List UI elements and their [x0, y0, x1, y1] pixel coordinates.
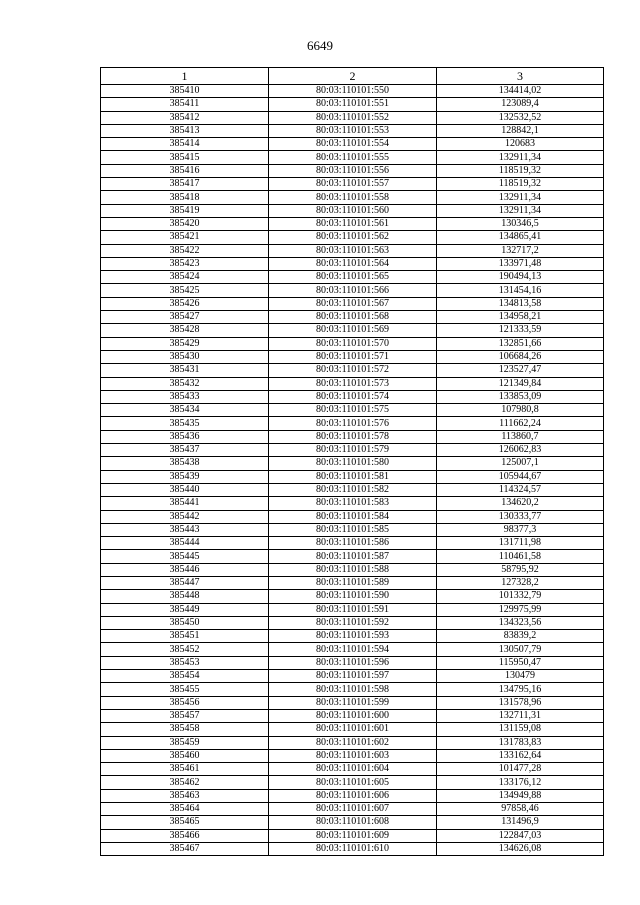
value-cell: 134626,08 [437, 842, 604, 855]
value-cell: 127328,2 [437, 576, 604, 589]
row-number-cell: 385420 [101, 217, 269, 230]
row-number-cell: 385429 [101, 337, 269, 350]
value-cell: 122847,03 [437, 829, 604, 842]
value-cell: 132532,52 [437, 111, 604, 124]
value-cell: 128842,1 [437, 124, 604, 137]
table-row [101, 151, 604, 164]
row-number-cell: 385465 [101, 816, 269, 829]
table-row [101, 497, 604, 510]
value-cell: 58795,92 [437, 563, 604, 576]
table-row [101, 789, 604, 802]
cadastral-number-cell: 80:03:110101:586 [269, 537, 437, 550]
value-cell: 132911,34 [437, 191, 604, 204]
cadastral-number-cell: 80:03:110101:572 [269, 364, 437, 377]
row-number-cell: 385422 [101, 244, 269, 257]
cadastral-number-cell: 80:03:110101:568 [269, 311, 437, 324]
table-row [101, 417, 604, 430]
value-cell: 130479 [437, 670, 604, 683]
table-row [101, 204, 604, 217]
table-row [101, 297, 604, 310]
cadastral-number-cell: 80:03:110101:574 [269, 390, 437, 403]
table-row [101, 457, 604, 470]
value-cell: 133971,48 [437, 257, 604, 270]
cadastral-number-cell: 80:03:110101:553 [269, 124, 437, 137]
table-row [101, 683, 604, 696]
cadastral-number-cell: 80:03:110101:588 [269, 563, 437, 576]
table-row [101, 85, 604, 98]
row-number-cell: 385416 [101, 164, 269, 177]
cadastral-number-cell: 80:03:110101:564 [269, 257, 437, 270]
row-number-cell: 385464 [101, 803, 269, 816]
table-row [101, 709, 604, 722]
cadastral-number-cell: 80:03:110101:603 [269, 749, 437, 762]
row-number-cell: 385450 [101, 616, 269, 629]
table-body [101, 85, 604, 856]
table-row [101, 191, 604, 204]
table-row [101, 111, 604, 124]
value-cell: 115950,47 [437, 656, 604, 669]
table-row [101, 350, 604, 363]
row-number-cell: 385460 [101, 749, 269, 762]
value-cell: 101477,28 [437, 763, 604, 776]
table-row [101, 311, 604, 324]
row-number-cell: 385435 [101, 417, 269, 430]
table-row [101, 178, 604, 191]
cadastral-number-cell: 80:03:110101:609 [269, 829, 437, 842]
table-row [101, 563, 604, 576]
value-cell: 121333,59 [437, 324, 604, 337]
row-number-cell: 385418 [101, 191, 269, 204]
cadastral-number-cell: 80:03:110101:608 [269, 816, 437, 829]
cadastral-number-cell: 80:03:110101:578 [269, 430, 437, 443]
table-row [101, 723, 604, 736]
value-cell: 110461,58 [437, 550, 604, 563]
row-number-cell: 385413 [101, 124, 269, 137]
cadastral-number-cell: 80:03:110101:590 [269, 590, 437, 603]
value-cell: 134958,21 [437, 311, 604, 324]
row-number-cell: 385415 [101, 151, 269, 164]
cadastral-number-cell: 80:03:110101:561 [269, 217, 437, 230]
value-cell: 133176,12 [437, 776, 604, 789]
cadastral-number-cell: 80:03:110101:582 [269, 483, 437, 496]
row-number-cell: 385427 [101, 311, 269, 324]
column-header-3: 3 [437, 68, 604, 85]
table-row [101, 537, 604, 550]
table-row [101, 510, 604, 523]
row-number-cell: 385440 [101, 483, 269, 496]
row-number-cell: 385428 [101, 324, 269, 337]
row-number-cell: 385410 [101, 85, 269, 98]
value-cell: 134414,02 [437, 85, 604, 98]
row-number-cell: 385436 [101, 430, 269, 443]
table-row [101, 364, 604, 377]
value-cell: 126062,83 [437, 444, 604, 457]
row-number-cell: 385449 [101, 603, 269, 616]
row-number-cell: 385438 [101, 457, 269, 470]
table-row [101, 656, 604, 669]
value-cell: 118519,32 [437, 178, 604, 191]
table-row [101, 164, 604, 177]
cadastral-number-cell: 80:03:110101:551 [269, 98, 437, 111]
value-cell: 130333,77 [437, 510, 604, 523]
value-cell: 130507,79 [437, 643, 604, 656]
table-row [101, 444, 604, 457]
table-row [101, 523, 604, 536]
row-number-cell: 385424 [101, 271, 269, 284]
value-cell: 120683 [437, 138, 604, 151]
table-row [101, 763, 604, 776]
column-header-1: 1 [101, 68, 269, 85]
cadastral-number-cell: 80:03:110101:581 [269, 470, 437, 483]
value-cell: 123089,4 [437, 98, 604, 111]
row-number-cell: 385451 [101, 630, 269, 643]
value-cell: 131454,16 [437, 284, 604, 297]
table-row [101, 377, 604, 390]
value-cell: 133162,64 [437, 749, 604, 762]
row-number-cell: 385454 [101, 670, 269, 683]
row-number-cell: 385443 [101, 523, 269, 536]
cadastral-number-cell: 80:03:110101:598 [269, 683, 437, 696]
table-row [101, 124, 604, 137]
table-row [101, 736, 604, 749]
cadastral-number-cell: 80:03:110101:555 [269, 151, 437, 164]
table-row [101, 244, 604, 257]
value-cell: 132851,66 [437, 337, 604, 350]
value-cell: 132911,34 [437, 204, 604, 217]
row-number-cell: 385432 [101, 377, 269, 390]
table-row [101, 643, 604, 656]
value-cell: 134620,2 [437, 497, 604, 510]
row-number-cell: 385461 [101, 763, 269, 776]
table-row [101, 670, 604, 683]
row-number-cell: 385445 [101, 550, 269, 563]
value-cell: 121349,84 [437, 377, 604, 390]
table-row [101, 337, 604, 350]
table-row [101, 803, 604, 816]
cadastral-number-cell: 80:03:110101:558 [269, 191, 437, 204]
cadastral-number-cell: 80:03:110101:592 [269, 616, 437, 629]
data-table [100, 67, 604, 856]
cadastral-number-cell: 80:03:110101:554 [269, 138, 437, 151]
row-number-cell: 385452 [101, 643, 269, 656]
row-number-cell: 385448 [101, 590, 269, 603]
cadastral-number-cell: 80:03:110101:583 [269, 497, 437, 510]
value-cell: 132717,2 [437, 244, 604, 257]
cadastral-number-cell: 80:03:110101:584 [269, 510, 437, 523]
cadastral-number-cell: 80:03:110101:580 [269, 457, 437, 470]
row-number-cell: 385421 [101, 231, 269, 244]
value-cell: 131783,83 [437, 736, 604, 749]
cadastral-number-cell: 80:03:110101:570 [269, 337, 437, 350]
row-number-cell: 385430 [101, 350, 269, 363]
cadastral-number-cell: 80:03:110101:593 [269, 630, 437, 643]
row-number-cell: 385412 [101, 111, 269, 124]
table-row [101, 138, 604, 151]
value-cell: 105944,67 [437, 470, 604, 483]
row-number-cell: 385453 [101, 656, 269, 669]
row-number-cell: 385444 [101, 537, 269, 550]
value-cell: 107980,8 [437, 404, 604, 417]
row-number-cell: 385417 [101, 178, 269, 191]
cadastral-number-cell: 80:03:110101:565 [269, 271, 437, 284]
row-number-cell: 385426 [101, 297, 269, 310]
value-cell: 130346,5 [437, 217, 604, 230]
row-number-cell: 385455 [101, 683, 269, 696]
cadastral-number-cell: 80:03:110101:552 [269, 111, 437, 124]
cadastral-number-cell: 80:03:110101:576 [269, 417, 437, 430]
row-number-cell: 385446 [101, 563, 269, 576]
cadastral-number-cell: 80:03:110101:591 [269, 603, 437, 616]
value-cell: 111662,24 [437, 417, 604, 430]
value-cell: 106684,26 [437, 350, 604, 363]
table-row [101, 483, 604, 496]
cadastral-number-cell: 80:03:110101:604 [269, 763, 437, 776]
value-cell: 101332,79 [437, 590, 604, 603]
table-row [101, 257, 604, 270]
cadastral-number-cell: 80:03:110101:562 [269, 231, 437, 244]
table-row [101, 603, 604, 616]
row-number-cell: 385462 [101, 776, 269, 789]
cadastral-number-cell: 80:03:110101:601 [269, 723, 437, 736]
cadastral-number-cell: 80:03:110101:569 [269, 324, 437, 337]
table-row [101, 231, 604, 244]
cadastral-number-cell: 80:03:110101:589 [269, 576, 437, 589]
value-cell: 134949,88 [437, 789, 604, 802]
row-number-cell: 385414 [101, 138, 269, 151]
cadastral-number-cell: 80:03:110101:587 [269, 550, 437, 563]
value-cell: 129975,99 [437, 603, 604, 616]
cadastral-number-cell: 80:03:110101:567 [269, 297, 437, 310]
table-row [101, 776, 604, 789]
cadastral-number-cell: 80:03:110101:599 [269, 696, 437, 709]
value-cell: 118519,32 [437, 164, 604, 177]
table-row [101, 829, 604, 842]
row-number-cell: 385459 [101, 736, 269, 749]
value-cell: 125007,1 [437, 457, 604, 470]
table-row [101, 390, 604, 403]
value-cell: 190494,13 [437, 271, 604, 284]
row-number-cell: 385439 [101, 470, 269, 483]
page-number: 6649 [307, 38, 333, 53]
row-number-cell: 385458 [101, 723, 269, 736]
row-number-cell: 385425 [101, 284, 269, 297]
table-row [101, 749, 604, 762]
cadastral-number-cell: 80:03:110101:563 [269, 244, 437, 257]
cadastral-number-cell: 80:03:110101:585 [269, 523, 437, 536]
table-row [101, 430, 604, 443]
table-row [101, 616, 604, 629]
value-cell: 131496,9 [437, 816, 604, 829]
table-row [101, 324, 604, 337]
table-row [101, 590, 604, 603]
table-row [101, 696, 604, 709]
table-row [101, 470, 604, 483]
row-number-cell: 385466 [101, 829, 269, 842]
row-number-cell: 385456 [101, 696, 269, 709]
table-header [101, 68, 604, 85]
row-number-cell: 385434 [101, 404, 269, 417]
row-number-cell: 385431 [101, 364, 269, 377]
row-number-cell: 385467 [101, 842, 269, 855]
cadastral-number-cell: 80:03:110101:607 [269, 803, 437, 816]
table-row [101, 271, 604, 284]
cadastral-number-cell: 80:03:110101:556 [269, 164, 437, 177]
cadastral-number-cell: 80:03:110101:606 [269, 789, 437, 802]
cadastral-number-cell: 80:03:110101:571 [269, 350, 437, 363]
table-row [101, 576, 604, 589]
column-header-2: 2 [269, 68, 437, 85]
row-number-cell: 385457 [101, 709, 269, 722]
cadastral-number-cell: 80:03:110101:596 [269, 656, 437, 669]
table-row [101, 816, 604, 829]
cadastral-number-cell: 80:03:110101:573 [269, 377, 437, 390]
row-number-cell: 385442 [101, 510, 269, 523]
table-row [101, 842, 604, 855]
cadastral-number-cell: 80:03:110101:605 [269, 776, 437, 789]
row-number-cell: 385423 [101, 257, 269, 270]
value-cell: 132911,34 [437, 151, 604, 164]
cadastral-number-cell: 80:03:110101:597 [269, 670, 437, 683]
value-cell: 131578,96 [437, 696, 604, 709]
table-row [101, 217, 604, 230]
value-cell: 133853,09 [437, 390, 604, 403]
cadastral-number-cell: 80:03:110101:610 [269, 842, 437, 855]
table-row [101, 98, 604, 111]
row-number-cell: 385433 [101, 390, 269, 403]
cadastral-number-cell: 80:03:110101:566 [269, 284, 437, 297]
row-number-cell: 385419 [101, 204, 269, 217]
table-row [101, 404, 604, 417]
value-cell: 97858,46 [437, 803, 604, 816]
value-cell: 131711,98 [437, 537, 604, 550]
row-number-cell: 385447 [101, 576, 269, 589]
value-cell: 134795,16 [437, 683, 604, 696]
cadastral-number-cell: 80:03:110101:550 [269, 85, 437, 98]
value-cell: 114324,57 [437, 483, 604, 496]
value-cell: 113860,7 [437, 430, 604, 443]
row-number-cell: 385437 [101, 444, 269, 457]
value-cell: 83839,2 [437, 630, 604, 643]
cadastral-number-cell: 80:03:110101:600 [269, 709, 437, 722]
cadastral-number-cell: 80:03:110101:602 [269, 736, 437, 749]
cadastral-number-cell: 80:03:110101:579 [269, 444, 437, 457]
value-cell: 98377,3 [437, 523, 604, 536]
row-number-cell: 385441 [101, 497, 269, 510]
table-row [101, 284, 604, 297]
value-cell: 131159,08 [437, 723, 604, 736]
value-cell: 134865,41 [437, 231, 604, 244]
cadastral-number-cell: 80:03:110101:594 [269, 643, 437, 656]
value-cell: 134323,56 [437, 616, 604, 629]
cadastral-number-cell: 80:03:110101:575 [269, 404, 437, 417]
cadastral-number-cell: 80:03:110101:560 [269, 204, 437, 217]
value-cell: 134813,58 [437, 297, 604, 310]
cadastral-number-cell: 80:03:110101:557 [269, 178, 437, 191]
table-row [101, 630, 604, 643]
header-row [101, 68, 604, 85]
value-cell: 132711,31 [437, 709, 604, 722]
value-cell: 123527,47 [437, 364, 604, 377]
table-row [101, 550, 604, 563]
row-number-cell: 385411 [101, 98, 269, 111]
row-number-cell: 385463 [101, 789, 269, 802]
